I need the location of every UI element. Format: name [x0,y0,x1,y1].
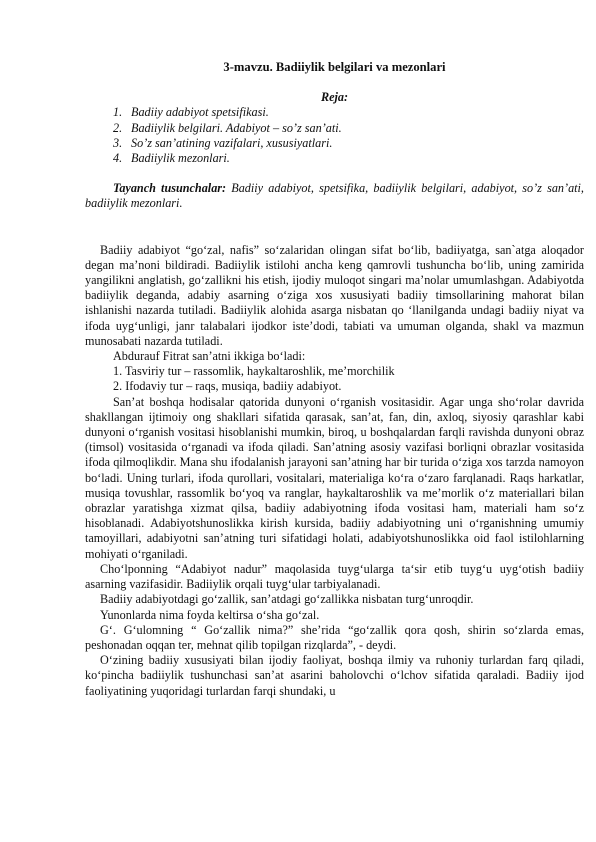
key-terms [85,181,584,211]
paragraph: Badiiy adabiyotdagi go‘zallik, san’atdagi go‘zallikka nisbatan turg‘unroqdir. [100,592,474,607]
paragraph: G‘. G‘ulomning “ Go‘zallik nima?” she’rida “go‘zallik qora qosh, shirin so‘zlarda emas, peshonadan oqqan ter, mehnat qilib topilgan rizqlarda”, - deydi. [85,622,584,652]
plan-item: 2. Badiiylik belgilari. Adabiyot – so’z san’ati. [113,120,342,135]
plan-item: 4. Badiiylik mezonlari. [113,151,230,166]
key-terms-label: Tayanch tusunchalar: [113,181,227,196]
list-item: 2. Ifodaviy tur – raqs, musiqa, badiiy adabiyot. [113,379,342,394]
key-terms-text: Badiiy adabiyot, spetsifika, badiiylik belgilari, adabiyot, so’z san’ati, badiiylik mezonlari. [85,181,584,211]
plan-heading: Reja: [320,90,349,105]
paragraph: Cho‘lponning “Adabiyot nadur” maqolasida tuyg‘ularga ta‘sir etib tuyg‘u uyg‘otish badiiy asarning vazifasidir. Badiiylik orqali tuyg‘ular tarbiyalanadi. [85,561,584,592]
paragraph: O‘zining badiiy xususiyati bilan ijodiy faoliyat, boshqa ilmiy va ruhoniy turlardan farq qiladi, ko‘pincha badiiylik tushunchasi san’at asarini baholovchi o‘lchov sifatida qaraladi. Badiiy ijod faoliyatining yuqoridagi turlardan farqi shundaki, u [85,653,584,698]
paragraph: Abdurauf Fitrat san’atni ikkiga bo‘ladi: [113,349,306,364]
document-page [85,60,584,699]
plan-item: 1. Badiiy adabiyot spetsifikasi. [113,105,269,120]
document-title: 3-mavzu. Badiiylik belgilari va mezonlari [223,60,446,74]
paragraph: Badiiy adabiyot “go‘zal, nafis” so‘zalaridan olingan sifat bo‘lib, badiiyatga, san`atga aloqador degan ma’noni bildiradi. Badiiylik istilohi ancha keng qamrovli tushuncha bo‘lib, uning zamirida yangilikni anglatish, go‘zallikni his etish, ijodiy muloqot singari ma’nolar umumlashgan. Adabiyotda badiiylik deganda, adabiy asarning o‘ziga xos xususiyati badiiy timsollarining mahorat bilan ishlanishi nazarda tutiladi. Badiiylik alohida asarga nisbatan qo ‘llanilganda undagi badiiy niyat va ifoda uyg‘unligi, janr talabalari ijodkor iste’dodi, tabiati va umuman olganda, shakl va mazmun munosabati nazarda tutiladi. [85,242,584,348]
plan-item: 3. So’z san’atining vazifalari, xususiyatlari. [113,135,333,150]
list-item: 1. Tasviriy tur – rassomlik, haykaltaroshlik, me’morchilik [113,364,395,379]
plan-list [85,105,584,166]
paragraph: San’at boshqa hodisalar qatorida dunyoni o‘rganish vositasidir. Agar unga sho‘rolar davrida shakllangan ijtimoiy ong shakllari sifatida qarasak, san’at, fan, din, axloq, siyosiy qarashlar kabi dunyoni o‘rganish vositasi hisoblanishi mumkin, biroq, u boshqalardan farqli ravishda dunyoni obraz (timsol) vositasida o‘rganadi va ifoda qiladi. San’atning asosiy vazifasi borliqni obrazlar vositasida ifoda qilmoqlikdir. Mana shu ifodalanish jarayoni san’atning har bir turida o‘ziga xos tarzda namoyon bo‘ladi. Uning turlari, ifoda qurollari, vositalari, materialiga ko‘ra o‘zaro farqlanadi. Raqs harkatlar, musiqa tovushlar, rassomlik bo‘yoq va ranglar, haykaltaroshlik va me’morlik o‘z materiallari bilan obrazlar yaratishga xizmat qilsa, badiiy adabiyotning ifoda vositasi ham, materiali ham so‘z hisoblanadi. Adabiyotshunoslikka kirish kursida, badiiy adabiyotning uni o‘rganishning umumiy tamoyillari, adabiyotni san’atning turi sifatidagi holati, adabiyotshunoslikka oid faol istilohlarning mohiyati o‘rganiladi. [85,394,584,561]
spacer [85,212,584,243]
paragraph: Yunonlarda nima foyda keltirsa o‘sha go‘zal. [100,607,320,622]
